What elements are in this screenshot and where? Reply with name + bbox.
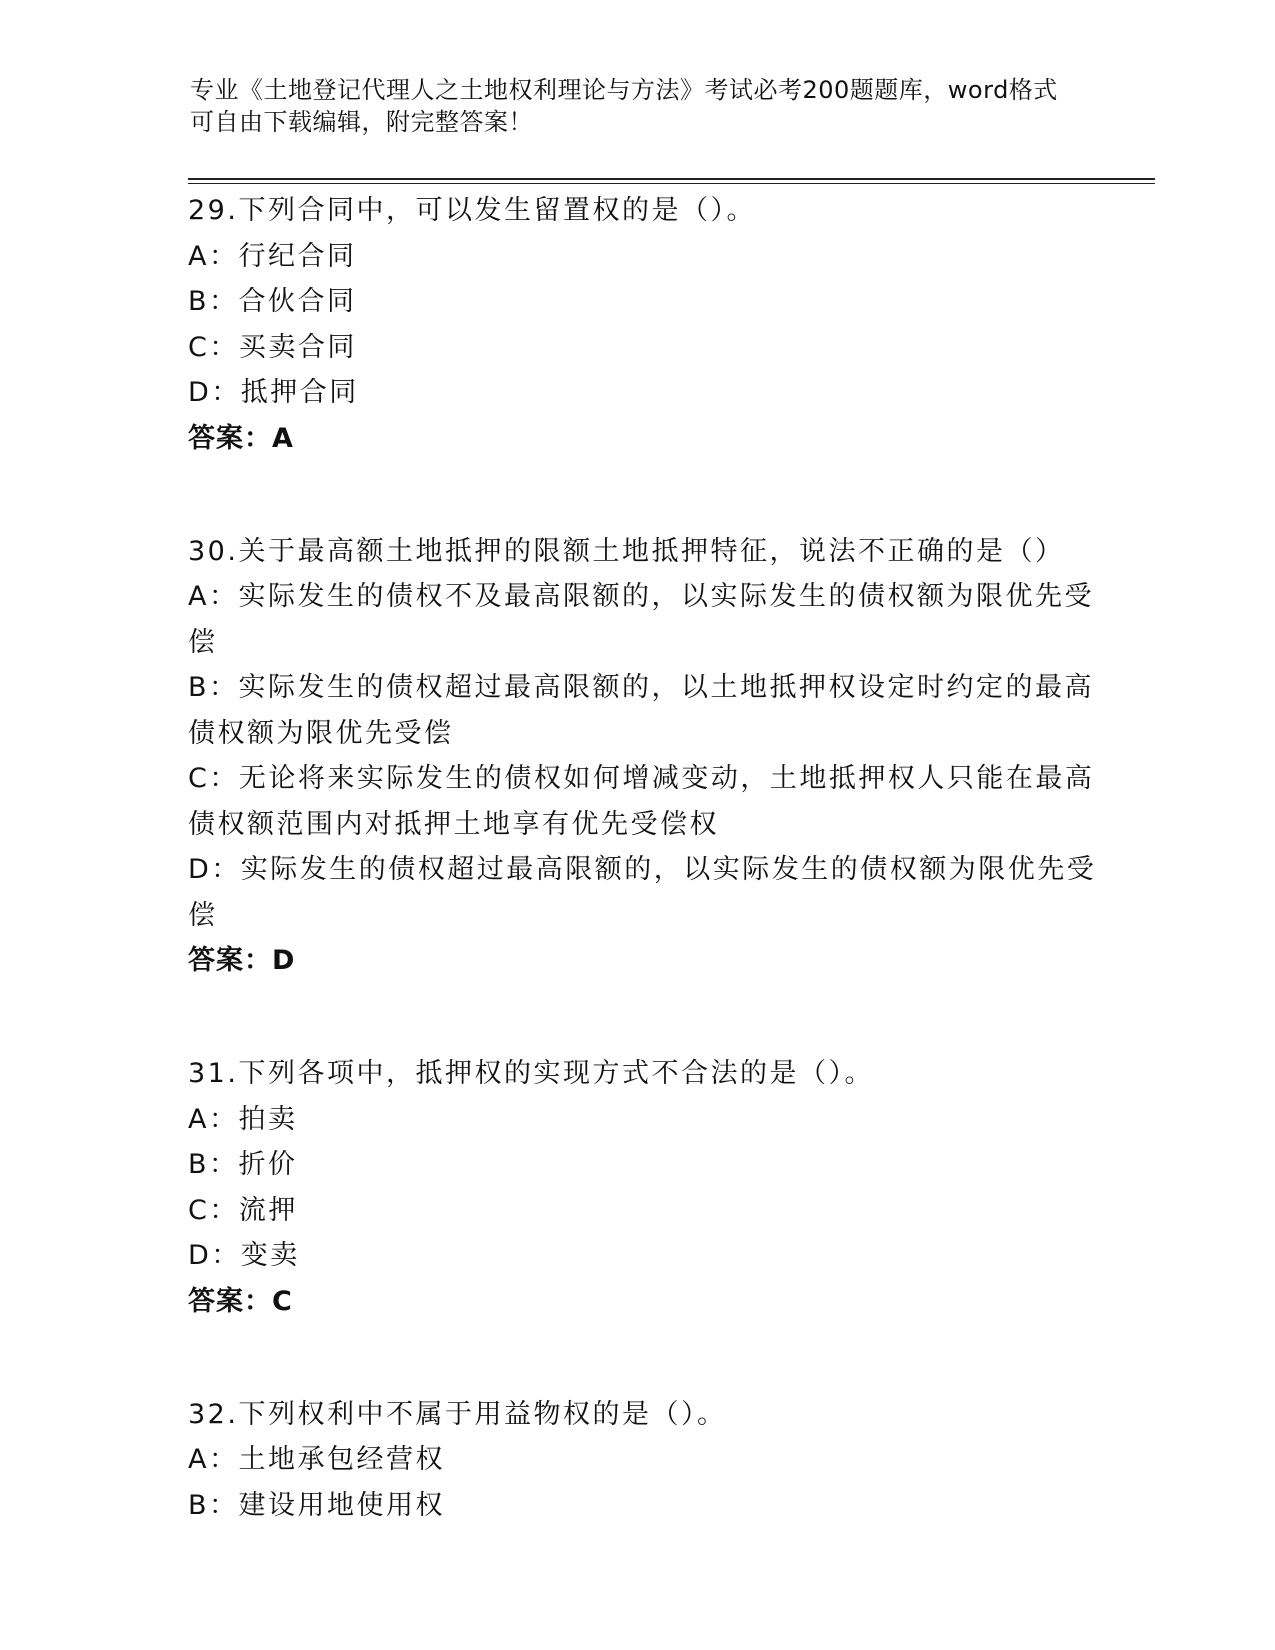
option-d: D：抵押合同 xyxy=(188,377,359,408)
question-spacer xyxy=(188,1324,1088,1370)
option-b-continued: 债权额为限优先受偿 xyxy=(188,717,454,749)
option-c-continued: 债权额范围内对抵押土地享有优先受偿权 xyxy=(188,808,719,840)
option-a-continued: 偿 xyxy=(188,626,218,658)
question-29 xyxy=(188,188,1088,461)
question-spacer xyxy=(188,984,1088,1030)
header-divider-thin xyxy=(188,183,1155,184)
option-a: A：拍卖 xyxy=(188,1103,298,1135)
answer-label: 答案：A xyxy=(188,422,294,454)
option-b: B：实际发生的债权超过最高限额的，以土地抵押权设定时约定的最高 xyxy=(188,672,1095,703)
question-stem: 29.下列合同中，可以发生留置权的是（）。 xyxy=(188,195,756,226)
question-stem: 30.关于最高额土地抵押的限额土地抵押特征，说法不正确的是（） xyxy=(188,535,1065,567)
answer-label: 答案：C xyxy=(188,1285,293,1317)
question-32 xyxy=(188,1392,1088,1529)
option-d: D：变卖 xyxy=(188,1240,300,1271)
answer-label: 答案：D xyxy=(188,945,296,976)
option-c: C：流押 xyxy=(188,1194,298,1226)
question-spacer xyxy=(188,1029,1088,1051)
option-a: A：行纪合同 xyxy=(188,240,357,272)
question-spacer xyxy=(188,461,1088,507)
question-list xyxy=(188,188,1097,1528)
question-30 xyxy=(188,529,1097,984)
option-a: A：实际发生的债权不及最高限额的，以实际发生的债权额为限优先受 xyxy=(188,581,1094,612)
option-b: B：建设用地使用权 xyxy=(188,1489,446,1521)
question-spacer xyxy=(188,1370,1088,1392)
option-d-continued: 偿 xyxy=(188,899,218,931)
option-c: C：无论将来实际发生的债权如何增减变动，土地抵押权人只能在最高 xyxy=(188,763,1095,794)
question-spacer xyxy=(188,507,1088,529)
option-b: B：折价 xyxy=(188,1149,298,1180)
header-divider-thick xyxy=(188,178,1155,180)
option-d: D：实际发生的债权超过最高限额的，以实际发生的债权额为限优先受 xyxy=(188,854,1097,885)
question-stem: 31.下列各项中，抵押权的实现方式不合法的是（）。 xyxy=(188,1058,874,1089)
option-a: A：土地承包经营权 xyxy=(188,1444,445,1475)
document-header xyxy=(190,74,1090,138)
question-31 xyxy=(188,1051,1088,1324)
option-c: C：买卖合同 xyxy=(188,331,357,363)
header-line-1: 专业《土地登记代理人之土地权利理论与方法》考试必考200题题库，word格式 xyxy=(190,76,1058,104)
option-b: B：合伙合同 xyxy=(188,286,357,317)
question-stem: 32.下列权利中不属于用益物权的是（）。 xyxy=(188,1398,727,1430)
header-line-2: 可自由下载编辑，附完整答案！ xyxy=(190,108,533,136)
